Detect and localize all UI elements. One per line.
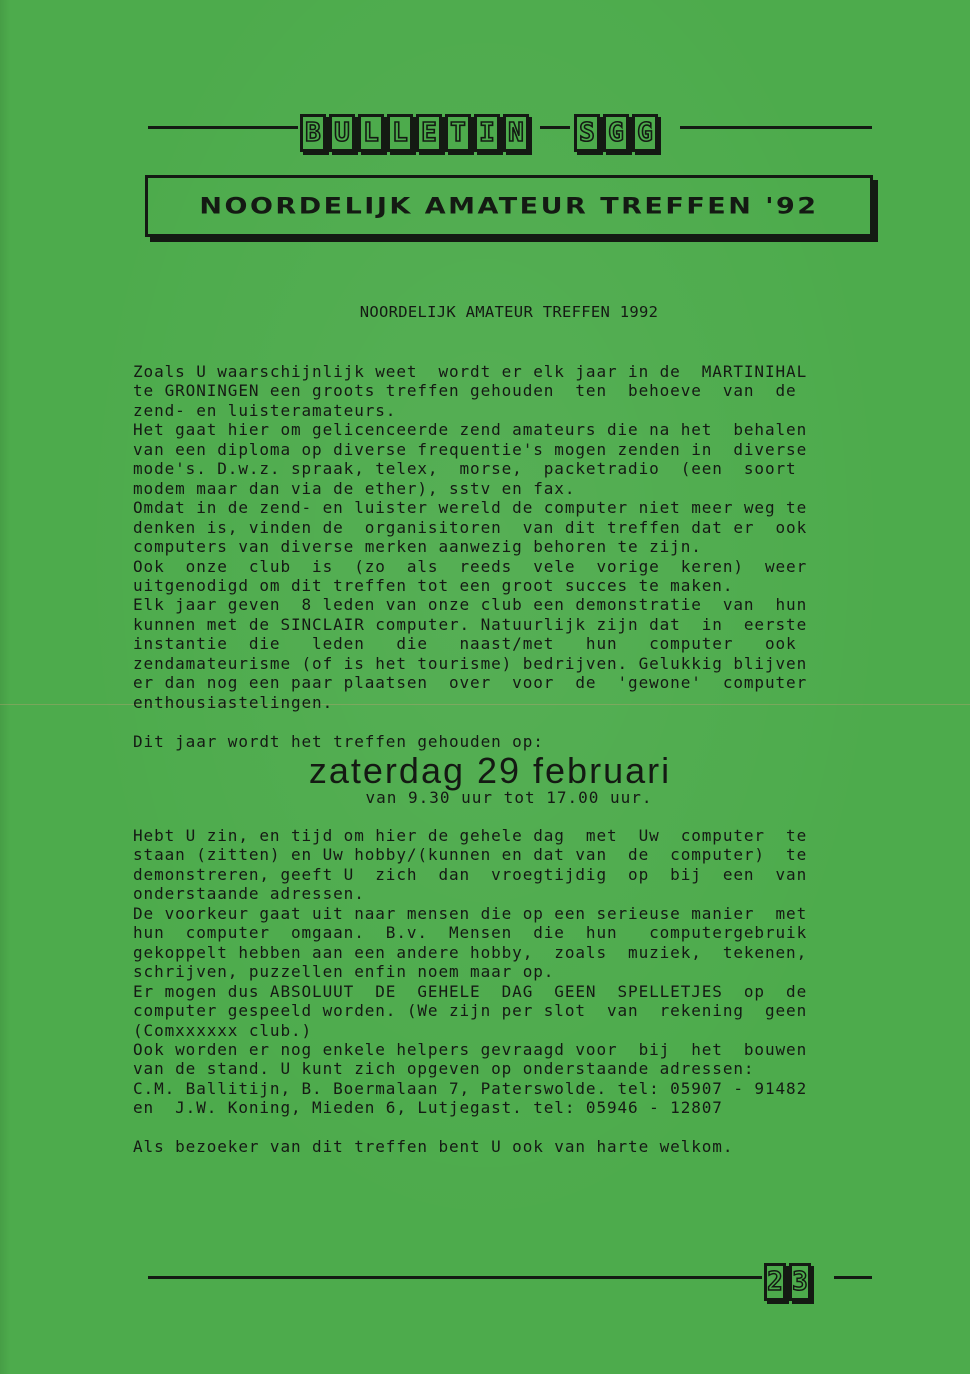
article-body-2-line: C.M. Ballitijn, B. Boermalaan 7, Paterswolde. tel: 05907 - 91482 [133, 1078, 808, 1098]
event-date: zaterdag 29 februari [308, 750, 672, 791]
article-body-1-line: kunnen met de SINCLAIR computer. Natuurlijk zijn dat in eerste [133, 614, 808, 634]
sgg-letter: G [632, 114, 658, 152]
article-body-1-line: uitgenodigd om dit treffen tot een groot succes te maken. [133, 575, 734, 595]
paper-edge-shadow [0, 0, 10, 1374]
article-body-2-line: Ook worden er nog enkele helpers gevraagd voor bij het bouwen [133, 1039, 808, 1059]
article-body-1-line: zendamateurisme (of is het tourisme) bedrijven. Gelukkig blijven [133, 653, 808, 673]
article-body-2-line: (Comxxxxxx club.) [133, 1020, 313, 1040]
event-time: van 9.30 uur tot 17.00 uur. [365, 788, 653, 807]
bulletin-letter: I [474, 114, 500, 152]
bulletin-letter: T [445, 114, 471, 152]
article-body-1-line: instantie die leden die naast/met hun computer ook [133, 634, 797, 654]
article-body-1-line: mode's. D.w.z. spraak, telex, morse, packetradio (een soort [133, 459, 797, 479]
bulletin-letter: U [329, 114, 355, 152]
article-body-1-line: van een diploma op diverse frequentie's mogen zenden in diverse [133, 439, 808, 459]
article-heading: NOORDELIJK AMATEUR TREFFEN 1992 [359, 303, 659, 321]
page-number-digit: 3 [789, 1263, 811, 1301]
bulletin-letter: E [416, 114, 442, 152]
masthead-rule-middle [540, 126, 570, 129]
article-body-2-line: van de stand. U kunt zich opgeven op onderstaande adressen: [133, 1059, 755, 1079]
sgg-letter: G [603, 114, 629, 152]
article-body-1-line: Zoals U waarschijnlijk weet wordt er elk jaar in de MARTINIHAL [133, 362, 808, 381]
article-body-1-line: Elk jaar geven 8 leden van onze club een demonstratie van hun [133, 595, 808, 615]
page-number [764, 1263, 811, 1301]
closing-line: Als bezoeker van dit treffen bent U ook van harte welkom. [133, 1137, 734, 1156]
article-body-1-line: zend- en luisteramateurs. [133, 400, 397, 420]
article-body-1-line: te GRONINGEN een groots treffen gehouden ten behoeve van de [133, 381, 797, 401]
article-body-2-line: staan (zitten) en Uw hobby/(kunnen en dat van de computer) te [133, 845, 808, 865]
article-body-1-line: Omdat in de zend- en luister wereld de computer niet meer weg te [133, 498, 808, 518]
article-body-2-line: hun computer omgaan. B.v. Mensen die hun computergebruik [133, 923, 808, 943]
article-body-2-line: De voorkeur gaat uit naar mensen die op een serieuse manier met [133, 903, 808, 923]
article-body-2-line: en J.W. Koning, Mieden 6, Lutjegast. tel: 05946 - 12807 [133, 1098, 723, 1118]
article-body-2-line: computer gespeeld worden. (We zijn per slot van rekening geen [133, 1001, 808, 1021]
article-body-1-line: enthousiastelingen. [133, 692, 334, 712]
banner-title: NOORDELIJK AMATEUR TREFFEN '92 [199, 193, 819, 219]
article-body-1-line: Het gaat hier om gelicenceerde zend amateurs die na het behalen [133, 420, 808, 440]
article-body-1-line: er dan nog een paar plaatsen over voor de 'gewone' computer [133, 673, 808, 693]
article-body-2-line: Hebt U zin, en tijd om hier de gehele dag met Uw computer te [133, 826, 808, 845]
article-body-1-line: Ook onze club is (zo als reeds vele vorige keren) weer [133, 556, 808, 576]
article-body-2-line: Er mogen dus ABSOLUUT DE GEHELE DAG GEEN SPELLETJES op de [133, 981, 808, 1001]
article-body-2-line: onderstaande adressen. [133, 884, 365, 904]
page-number-digit: 2 [764, 1263, 786, 1301]
article-body-1-line: computers van diverse merken aanwezig behoren te zijn. [133, 537, 702, 557]
footer-rule-left [148, 1276, 762, 1279]
footer-rule-right [834, 1276, 872, 1279]
masthead-bulletin [300, 114, 529, 152]
masthead-rule-left [148, 126, 298, 129]
masthead-sgg [574, 114, 658, 152]
bulletin-letter: N [503, 114, 529, 152]
masthead-rule-right [680, 126, 872, 129]
date-intro: Dit jaar wordt het treffen gehouden op: [133, 732, 544, 751]
article-body-2-line: demonstreren, geeft U zich dan vroegtijdig op bij een van [133, 864, 808, 884]
article-body-1-line: modem maar dan via de ether), sstv en fax. [133, 478, 576, 498]
article-body-1-line: denken is, vinden de organisitoren van dit treffen dat er ook [133, 517, 808, 537]
article-body-2-line: schrijven, puzzellen enfin noem maar op. [133, 962, 555, 982]
article-body-2-line: gekoppelt hebben aan een andere hobby, zoals muziek, tekenen, [133, 942, 808, 962]
bulletin-letter: B [300, 114, 326, 152]
bulletin-letter: L [358, 114, 384, 152]
banner-box [145, 175, 873, 237]
bulletin-letter: L [387, 114, 413, 152]
sgg-letter: S [574, 114, 600, 152]
